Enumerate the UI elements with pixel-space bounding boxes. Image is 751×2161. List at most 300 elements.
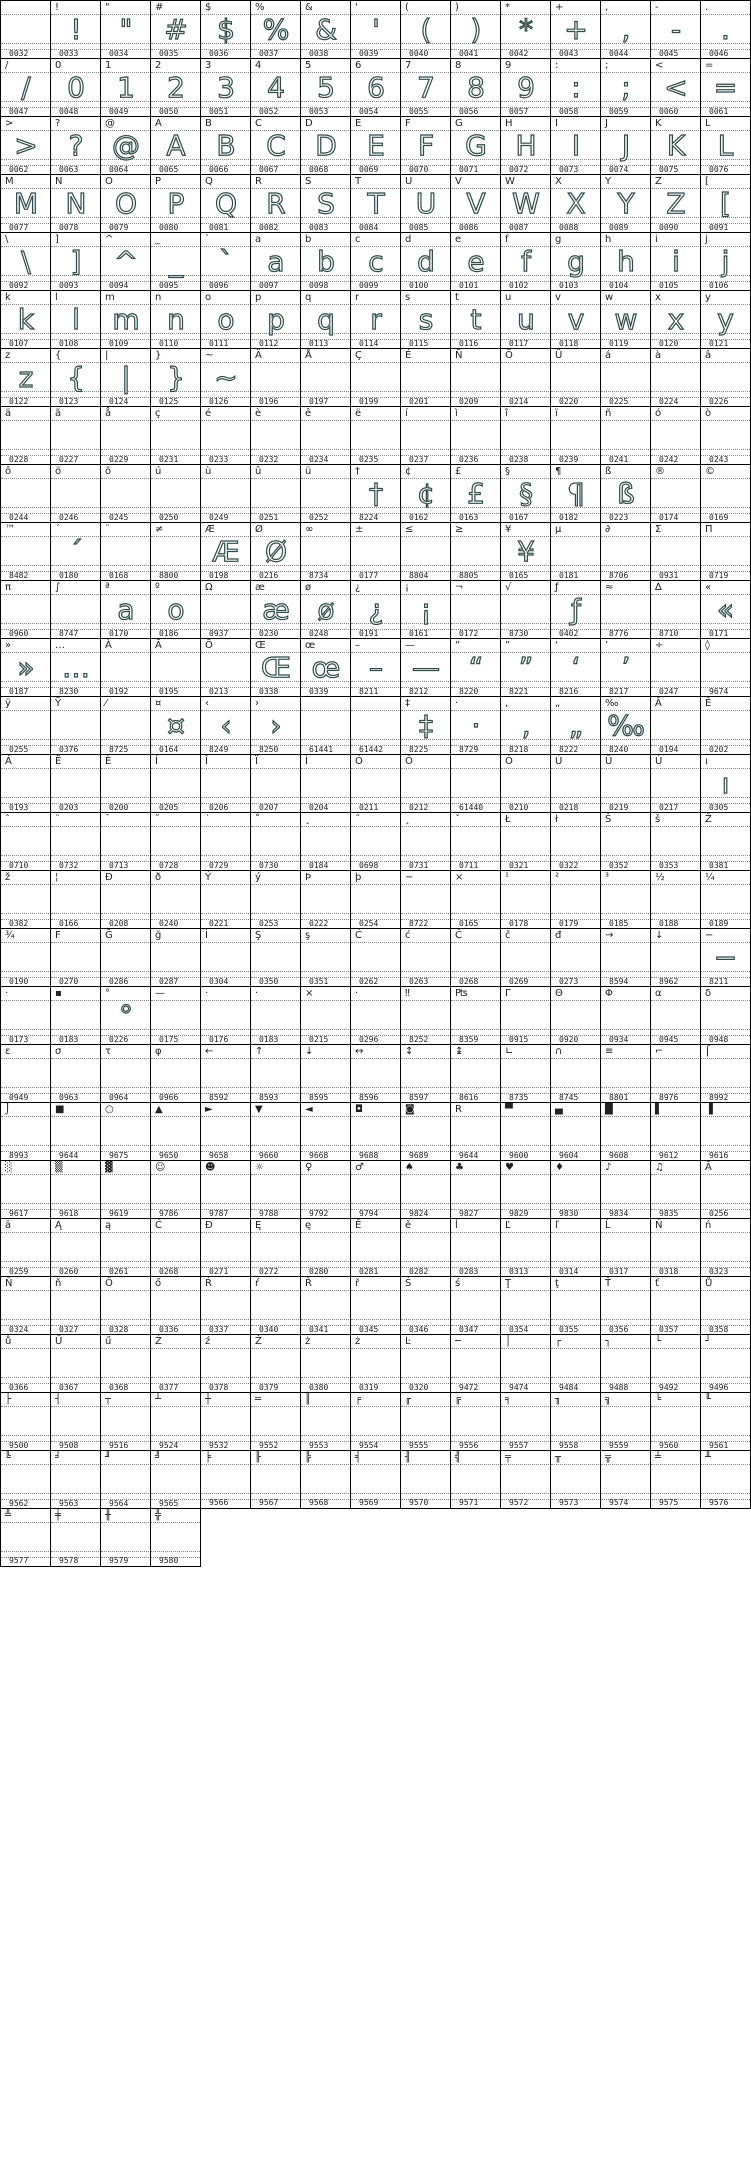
glyph-char-label: ^ — [105, 234, 114, 245]
glyph-cell — [0, 348, 51, 407]
glyph-code-label: 0107 — [9, 339, 29, 348]
glyph-cell — [400, 1450, 451, 1509]
glyph-sample: s — [418, 303, 434, 336]
glyph-sample — [551, 1290, 601, 1322]
glyph-sample — [1, 594, 51, 626]
glyph-code-label: 0126 — [209, 397, 229, 406]
glyph-code-label: 0282 — [409, 1267, 429, 1276]
glyph-sample — [201, 1174, 251, 1206]
glyph-char-label: · — [205, 988, 209, 999]
glyph-sample: ? — [68, 129, 84, 162]
glyph-cell — [600, 1044, 651, 1103]
glyph-cell — [700, 522, 751, 581]
glyph-cell — [0, 1392, 51, 1451]
glyph-cell — [700, 1392, 751, 1451]
glyph-sample — [301, 942, 351, 974]
glyph-cell — [50, 1392, 101, 1451]
glyph-char-label: + — [555, 2, 564, 13]
glyph-cell — [650, 1276, 701, 1335]
glyph-code-label: 0173 — [9, 1035, 29, 1044]
glyph-sample — [1, 710, 51, 742]
glyph-char-label: ⌐ — [655, 1046, 664, 1057]
glyph-sample: V — [466, 187, 486, 220]
glyph-sample — [551, 1058, 601, 1090]
glyph-sample — [151, 1174, 201, 1206]
glyph-sample: † — [369, 477, 383, 510]
glyph-code-label: 0322 — [559, 861, 579, 870]
glyph-code-label: 8596 — [359, 1093, 379, 1102]
glyph-cell — [0, 1334, 51, 1393]
glyph-code-label: 0114 — [359, 339, 379, 348]
glyph-char-label: ń — [705, 1220, 712, 1231]
glyph-cell — [100, 406, 151, 465]
glyph-char-label: ˛ — [405, 814, 410, 825]
glyph-cell — [300, 1450, 351, 1509]
glyph-code-label: 9569 — [359, 1498, 379, 1507]
glyph-cell — [50, 812, 101, 871]
glyph-sample — [501, 1058, 551, 1090]
glyph-code-label: 8592 — [209, 1093, 229, 1102]
glyph-char-label: ≈ — [605, 582, 614, 593]
glyph-code-label: 0118 — [559, 339, 579, 348]
glyph-sample — [651, 1174, 701, 1206]
glyph-sample: g — [567, 245, 585, 278]
glyph-sample — [501, 1232, 551, 1264]
glyph-char-label: È — [105, 756, 112, 767]
glyph-code-label: 9516 — [109, 1441, 129, 1450]
glyph-char-label: á — [605, 350, 612, 361]
glyph-code-label: 8216 — [559, 687, 579, 696]
glyph-char-label: π — [5, 582, 12, 593]
glyph-sample — [651, 1058, 701, 1090]
glyph-sample: ¥ — [517, 535, 535, 568]
glyph-sample: / — [21, 71, 31, 104]
glyph-char-label: ¯ — [105, 814, 110, 825]
glyph-char-label: Ö — [505, 350, 513, 361]
glyph-cell — [500, 464, 551, 523]
glyph-char-label: Ù — [655, 756, 663, 767]
glyph-cell — [0, 1102, 51, 1161]
glyph-char-label: R — [455, 1104, 462, 1115]
glyph-code-label: 0180 — [59, 571, 79, 580]
glyph-code-label: 0178 — [509, 919, 529, 928]
glyph-cell — [500, 1334, 551, 1393]
glyph-code-label: 0099 — [359, 281, 379, 290]
glyph-char-label: — — [405, 640, 415, 651]
glyph-char-label: m — [105, 292, 115, 303]
glyph-char-label: A — [155, 118, 162, 129]
glyph-char-label: M — [5, 176, 14, 187]
glyph-char-label: u — [505, 292, 512, 303]
glyph-code-label: 9472 — [459, 1383, 479, 1392]
glyph-char-label: Θ — [555, 988, 563, 999]
glyph-sample — [401, 1058, 451, 1090]
glyph-code-label: 9508 — [59, 1441, 79, 1450]
glyph-char-label: Ž — [705, 814, 712, 825]
glyph-code-label: 0036 — [209, 49, 229, 58]
glyph-code-label: 0242 — [659, 455, 679, 464]
glyph-sample — [351, 1058, 401, 1090]
glyph-cell — [500, 58, 551, 117]
glyph-code-label: 0084 — [359, 223, 379, 232]
glyph-sample — [401, 1000, 451, 1032]
glyph-sample — [501, 1464, 551, 1496]
glyph-sample: ' — [372, 13, 380, 46]
glyph-sample: 6 — [367, 71, 385, 104]
glyph-char-label: ś — [455, 1278, 461, 1289]
glyph-cell — [650, 870, 701, 929]
glyph-code-label: 0719 — [709, 571, 729, 580]
glyph-char-label: ò — [705, 408, 712, 419]
glyph-char-label: Y — [605, 176, 612, 187]
glyph-sample: & — [315, 13, 337, 46]
glyph-sample — [201, 594, 251, 626]
glyph-char-label: Ý — [205, 872, 212, 883]
glyph-cell — [300, 928, 351, 987]
glyph-char-label: ┌ — [555, 1336, 562, 1347]
glyph-sample — [1, 826, 51, 858]
glyph-sample: − — [713, 941, 738, 974]
glyph-char-label: [ — [705, 176, 709, 187]
glyph-char-label: ╨ — [705, 1452, 712, 1463]
glyph-char-label: Ú — [555, 756, 563, 767]
glyph-code-label: 9608 — [609, 1151, 629, 1160]
glyph-cell — [0, 232, 51, 291]
glyph-sample — [601, 1406, 651, 1438]
glyph-cell — [300, 1392, 351, 1451]
glyph-code-label: 0247 — [659, 687, 679, 696]
glyph-code-label: 0055 — [409, 107, 429, 116]
glyph-char-label: 6 — [355, 60, 362, 71]
glyph-code-label: 0366 — [9, 1383, 29, 1392]
glyph-char-label: ∂ — [605, 524, 611, 535]
glyph-cell — [0, 1508, 51, 1567]
glyph-sample — [201, 1348, 251, 1380]
glyph-sample — [601, 1464, 651, 1496]
glyph-sample — [551, 1406, 601, 1438]
glyph-cell — [650, 174, 701, 233]
glyph-cell — [150, 754, 201, 813]
glyph-code-label: 0064 — [109, 165, 129, 174]
glyph-sample: F — [417, 129, 435, 162]
glyph-char-label: ‘ — [555, 640, 559, 651]
glyph-sample: ƒ — [571, 593, 581, 626]
glyph-char-label: č — [505, 930, 511, 941]
glyph-code-label: 0281 — [359, 1267, 379, 1276]
glyph-char-label: ╩ — [5, 1510, 12, 1521]
glyph-code-label: 0346 — [409, 1325, 429, 1334]
glyph-char-label: Ň — [5, 1278, 13, 1289]
glyph-cell — [250, 116, 301, 175]
glyph-char-label: a — [255, 234, 262, 245]
glyph-char-label: s — [405, 292, 411, 303]
glyph-sample: 5 — [317, 71, 335, 104]
glyph-sample: \ — [21, 245, 31, 278]
glyph-sample — [101, 710, 151, 742]
glyph-char-label: ő — [155, 1278, 162, 1289]
glyph-char-label: ˜ — [55, 814, 60, 825]
glyph-sample — [1, 1174, 51, 1206]
glyph-sample: ‹ — [220, 709, 232, 742]
glyph-sample: 7 — [417, 71, 435, 104]
glyph-sample — [101, 1464, 151, 1496]
glyph-cell — [400, 116, 451, 175]
glyph-char-label: < — [655, 60, 664, 71]
glyph-code-label: 0197 — [309, 397, 329, 406]
glyph-char-label: ╕ — [505, 1394, 512, 1405]
glyph-cell — [50, 1334, 101, 1393]
glyph-cell — [400, 522, 451, 581]
glyph-cell — [200, 1334, 251, 1393]
glyph-cell — [400, 986, 451, 1045]
glyph-code-label: 0232 — [259, 455, 279, 464]
glyph-cell — [450, 348, 501, 407]
glyph-code-label: 0368 — [109, 1383, 129, 1392]
glyph-char-label: ň — [55, 1278, 62, 1289]
glyph-char-label: l — [55, 292, 58, 303]
glyph-code-label: 0097 — [259, 281, 279, 290]
glyph-code-label: 0222 — [309, 919, 329, 928]
glyph-char-label: V — [455, 176, 462, 187]
glyph-char-label: µ — [555, 524, 562, 535]
glyph-sample — [251, 1348, 301, 1380]
glyph-code-label: 0111 — [209, 339, 229, 348]
glyph-cell — [600, 870, 651, 929]
glyph-char-label: * — [505, 2, 510, 13]
glyph-cell — [250, 1044, 301, 1103]
glyph-sample — [151, 1348, 201, 1380]
glyph-char-label: ” — [505, 640, 511, 651]
glyph-cell — [550, 0, 601, 59]
glyph-cell — [600, 696, 651, 755]
glyph-sample — [301, 1000, 351, 1032]
glyph-cell — [0, 58, 51, 117]
glyph-char-label: ù — [205, 466, 212, 477]
glyph-char-label: Ş — [255, 930, 262, 941]
glyph-cell — [200, 1392, 251, 1451]
glyph-char-label: c — [355, 234, 361, 245]
glyph-sample — [401, 1174, 451, 1206]
glyph-cell — [300, 696, 351, 755]
glyph-char-label: ╘ — [655, 1394, 662, 1405]
glyph-sample: ¡ — [420, 593, 432, 626]
glyph-code-label: 9500 — [9, 1441, 29, 1450]
glyph-cell — [550, 638, 601, 697]
glyph-char-label: ∫ — [55, 582, 61, 593]
glyph-sample — [251, 884, 301, 916]
glyph-code-label: 0172 — [459, 629, 479, 638]
glyph-code-label: 0286 — [109, 977, 129, 986]
glyph-cell — [250, 870, 301, 929]
glyph-sample — [701, 1116, 750, 1148]
glyph-code-label: 0043 — [559, 49, 579, 58]
glyph-sample — [51, 1406, 101, 1438]
glyph-char-label: · — [455, 698, 459, 709]
glyph-cell — [100, 928, 151, 987]
glyph-code-label: 0053 — [309, 107, 329, 116]
glyph-cell — [0, 522, 51, 581]
glyph-char-label: 9 — [505, 60, 512, 71]
glyph-cell — [200, 464, 251, 523]
glyph-code-label: 9824 — [409, 1209, 429, 1218]
glyph-sample — [551, 826, 601, 858]
glyph-sample: “ — [468, 651, 484, 684]
glyph-char-label: Õ — [205, 640, 213, 651]
glyph-cell — [550, 1102, 601, 1161]
glyph-code-label: 0255 — [9, 745, 29, 754]
glyph-sample — [1, 1522, 51, 1554]
glyph-cell — [550, 870, 601, 929]
glyph-cell — [650, 464, 701, 523]
glyph-char-label: ą — [105, 1220, 112, 1231]
glyph-code-label: 0227 — [59, 455, 79, 464]
glyph-char-label: Á — [5, 756, 12, 767]
glyph-cell — [650, 638, 701, 697]
glyph-sample — [301, 362, 351, 394]
glyph-sample: 9 — [517, 71, 535, 104]
glyph-char-label: ‡ — [405, 698, 410, 709]
glyph-char-label: ğ — [155, 930, 162, 941]
glyph-code-label: 9658 — [209, 1151, 229, 1160]
glyph-cell — [50, 232, 101, 291]
glyph-code-label: 61442 — [359, 745, 384, 754]
glyph-char-label: ¢ — [405, 466, 412, 477]
glyph-cell — [300, 754, 351, 813]
glyph-sample — [351, 1290, 401, 1322]
glyph-char-label: ╬ — [155, 1510, 162, 1521]
glyph-cell — [650, 580, 701, 639]
glyph-cell — [100, 0, 151, 59]
glyph-cell — [250, 1218, 301, 1277]
glyph-char-label: Ā — [705, 1162, 712, 1173]
glyph-char-label: . — [705, 2, 709, 13]
glyph-code-label: 8225 — [409, 745, 429, 754]
glyph-cell — [400, 1102, 451, 1161]
glyph-char-label: R — [255, 176, 262, 187]
glyph-sample: ] — [70, 245, 82, 278]
glyph-cell — [350, 986, 401, 1045]
glyph-char-label: − — [705, 930, 714, 941]
glyph-code-label: 9787 — [209, 1209, 229, 1218]
glyph-cell — [650, 116, 701, 175]
glyph-char-label: " — [105, 2, 110, 13]
glyph-cell — [650, 1392, 701, 1451]
glyph-cell — [200, 174, 251, 233]
glyph-code-label: 9689 — [409, 1151, 429, 1160]
glyph-sample: r — [370, 303, 382, 336]
glyph-char-label: İ — [205, 930, 208, 941]
glyph-code-label: 9562 — [9, 1499, 29, 1508]
glyph-sample: D — [315, 129, 337, 162]
glyph-char-label: Ÿ — [55, 698, 62, 709]
glyph-char-label: ╣ — [455, 1452, 462, 1463]
glyph-code-label: 0355 — [559, 1325, 579, 1334]
glyph-char-label: ◙ — [405, 1104, 415, 1115]
glyph-char-label: Í — [155, 756, 158, 767]
glyph-cell — [650, 1218, 701, 1277]
glyph-sample: ¤ — [167, 709, 185, 742]
glyph-code-label: 8249 — [209, 745, 229, 754]
glyph-char-label: À — [105, 640, 112, 651]
glyph-code-label: 0038 — [309, 49, 329, 58]
glyph-sample — [1, 1290, 51, 1322]
glyph-sample: 1 — [117, 71, 135, 104]
glyph-cell — [550, 928, 601, 987]
glyph-code-label: 9573 — [559, 1498, 579, 1507]
glyph-char-label: ╦ — [605, 1452, 612, 1463]
glyph-char-label: ▓ — [105, 1162, 113, 1173]
glyph-code-label: 0117 — [509, 339, 529, 348]
glyph-code-label: 0091 — [709, 223, 729, 232]
glyph-code-label: 0402 — [559, 629, 579, 638]
glyph-char-label: ™ — [5, 524, 15, 535]
glyph-cell — [650, 1044, 701, 1103]
glyph-char-label: ╥ — [555, 1452, 562, 1463]
glyph-cell — [200, 522, 251, 581]
glyph-code-label: 9834 — [609, 1209, 629, 1218]
glyph-code-label: 8710 — [659, 629, 679, 638]
glyph-cell — [350, 232, 401, 291]
glyph-char-label: _ — [155, 234, 160, 245]
glyph-sample — [201, 768, 251, 800]
glyph-cell — [100, 1392, 151, 1451]
glyph-char-label: ä — [5, 408, 12, 419]
glyph-cell — [50, 348, 101, 407]
glyph-char-label: i — [655, 234, 658, 245]
glyph-char-label: ’ — [605, 640, 609, 651]
glyph-cell — [250, 232, 301, 291]
glyph-char-label: Ω — [205, 582, 213, 593]
glyph-code-label: 0220 — [559, 397, 579, 406]
glyph-cell — [250, 348, 301, 407]
glyph-cell — [600, 812, 651, 871]
glyph-sample — [101, 1522, 151, 1554]
glyph-cell — [150, 522, 201, 581]
glyph-sample — [51, 1290, 101, 1322]
glyph-char-label: y — [705, 292, 711, 303]
glyph-char-label: … — [55, 640, 65, 651]
glyph-char-label: φ — [155, 1046, 162, 1057]
glyph-cell — [400, 1160, 451, 1219]
glyph-char-label: ş — [305, 930, 311, 941]
glyph-cell — [100, 174, 151, 233]
glyph-char-label: Ţ — [505, 1278, 512, 1289]
glyph-sample — [601, 942, 651, 974]
glyph-cell — [650, 928, 701, 987]
glyph-code-label: 0115 — [409, 339, 429, 348]
glyph-code-label: 0166 — [59, 919, 79, 928]
glyph-code-label: 0345 — [359, 1325, 379, 1334]
glyph-code-label: 8776 — [609, 629, 629, 638]
glyph-cell — [600, 1334, 651, 1393]
glyph-char-label: Ć — [355, 930, 362, 941]
glyph-sample — [651, 1116, 701, 1148]
glyph-sample — [251, 1116, 301, 1148]
glyph-sample — [151, 1406, 201, 1438]
glyph-char-label: ◄ — [305, 1104, 313, 1115]
glyph-char-label: ≥ — [455, 524, 464, 535]
glyph-cell — [400, 1218, 451, 1277]
glyph-cell — [700, 1044, 751, 1103]
glyph-cell — [150, 580, 201, 639]
glyph-char-label: ╞ — [205, 1452, 212, 1463]
glyph-sample: £ — [467, 477, 485, 510]
glyph-char-label: ┤ — [55, 1394, 62, 1405]
glyph-sample — [151, 826, 201, 858]
glyph-sample: 2 — [167, 71, 185, 104]
glyph-code-label: 0321 — [509, 861, 529, 870]
glyph-cell — [200, 986, 251, 1045]
